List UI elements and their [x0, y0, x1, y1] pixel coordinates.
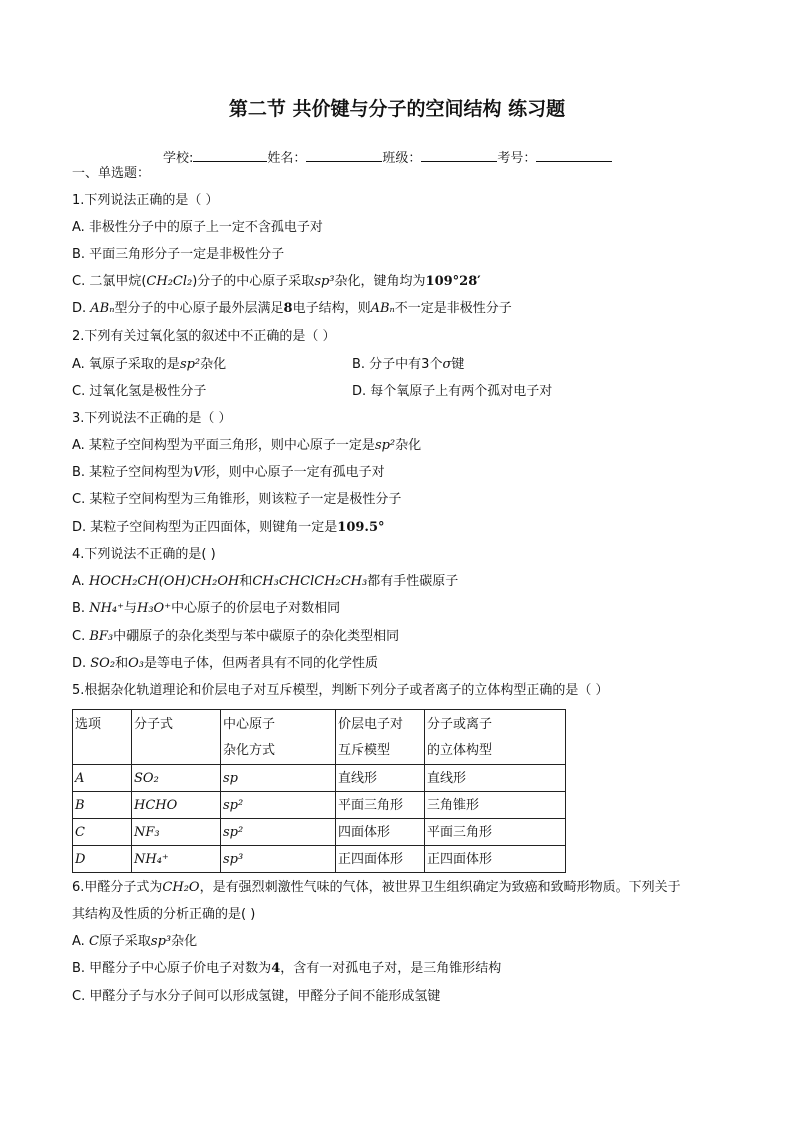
header-text: 分子式: [134, 717, 174, 732]
bond-angle: 109°28′: [425, 274, 481, 289]
q3-stem: 3.下列说法不正确的是（ ）: [72, 411, 232, 426]
header-text: 分子或离子: [427, 717, 493, 732]
formula: CH₂Cl₂: [146, 274, 193, 289]
header-shape: [425, 710, 566, 765]
text: A. 氧原子采取的是: [72, 357, 180, 372]
table-row: [73, 846, 566, 873]
cell-option: B: [73, 792, 132, 819]
name-blank[interactable]: [306, 147, 382, 162]
text: A.: [72, 934, 89, 949]
cell-formula: NF₃: [132, 819, 221, 846]
cell-vsepr: 平面三角形: [336, 792, 425, 819]
header-hybridization: [221, 710, 336, 765]
school-label: 学校:: [163, 151, 194, 166]
number: 8: [283, 301, 293, 316]
text: 杂化: [200, 357, 227, 372]
text: 不一定是非极性分子: [394, 301, 512, 316]
header-text: 的立体构型: [427, 743, 493, 758]
table-row: [73, 792, 566, 819]
q2-option-d: D. 每个氧原子上有两个孤对电子对: [352, 384, 553, 399]
cell-shape: 正四面体形: [425, 846, 566, 873]
student-info-line: [163, 147, 612, 168]
text: 中硼原子的杂化类型与苯中碳原子的杂化类型相同: [113, 629, 400, 644]
section-heading: 一、单选题：: [72, 166, 151, 181]
cell-formula: NH₄⁺: [132, 846, 221, 873]
text: D. 某粒子空间构型为正四面体，则键角一定是: [72, 520, 338, 535]
text: 与: [123, 601, 137, 616]
q4-stem: 4.下列说法不正确的是( ): [72, 547, 216, 562]
page-title: 第二节 共价键与分子的空间结构 练习题: [228, 98, 566, 120]
q1-option-d: [72, 300, 512, 318]
cell-hybridization: sp: [221, 765, 336, 792]
text: C. 二氯甲烷(: [72, 274, 147, 289]
text: B. 甲醛分子中心原子价电子对数为: [72, 961, 272, 976]
cell-shape: 直线形: [425, 765, 566, 792]
cell-option: C: [73, 819, 132, 846]
text: 是等电子体，但两者具有不同的化学性质: [143, 656, 378, 671]
formula: ABₙ: [90, 301, 115, 316]
text: A. 某粒子空间构型为平面三角形，则中心原子一定是: [72, 438, 375, 453]
sigma-symbol: σ: [442, 357, 452, 372]
q4-option-a: [72, 573, 458, 591]
text: 形，则中心原子一定有孤电子对: [202, 465, 385, 480]
text: )分子的中心原子采取: [192, 274, 315, 289]
header-text: 选项: [75, 717, 102, 732]
text: 电子结构，则: [292, 301, 371, 316]
header-text: 杂化方式: [223, 743, 276, 758]
formula: CH₃CHClCH₂CH₃: [252, 574, 368, 589]
hybridization: sp²: [179, 357, 201, 372]
q6-option-a: [72, 933, 197, 951]
q1-stem: 1.下列说法正确的是（ ）: [72, 193, 219, 208]
class-blank[interactable]: [421, 147, 497, 162]
cell-option: A: [73, 765, 132, 792]
q6-stem: [72, 879, 681, 897]
text: 和: [115, 656, 129, 671]
q2-option-b: [352, 356, 464, 374]
text: B. 某粒子空间构型为: [72, 465, 194, 480]
formula: NH₄⁺: [89, 601, 124, 616]
cell-shape: 平面三角形: [425, 819, 566, 846]
text: 杂化: [171, 934, 198, 949]
text: D.: [72, 301, 91, 316]
header-text: 价层电子对: [338, 717, 404, 732]
q6-option-c: C. 甲醛分子与水分子间可以形成氢键，甲醛分子间不能形成氢键: [72, 989, 441, 1004]
text: ，是有强烈刺激性气味的气体，被世界卫生组织确定为致癌和致畸形物质。下列关于: [199, 880, 681, 895]
q3-option-d: [72, 519, 385, 537]
header-text: 中心原子: [223, 717, 276, 732]
id-label: 考号：: [497, 151, 537, 166]
q5-stem: 5.根据杂化轨道理论和价层电子对互斥模型，判断下列分子或者离子的立体构型正确的是（ ）: [72, 683, 609, 698]
cell-formula: HCHO: [132, 792, 221, 819]
q4-option-b: [72, 600, 340, 618]
school-blank[interactable]: [193, 147, 267, 162]
cell-hybridization: sp²: [221, 819, 336, 846]
table-row: [73, 819, 566, 846]
class-label: 班级：: [382, 151, 422, 166]
table-row: [73, 765, 566, 792]
header-text: 互斥模型: [338, 743, 391, 758]
cell-vsepr: 直线形: [336, 765, 425, 792]
text: 6.甲醛分子式为: [72, 880, 163, 895]
q2-option-a: [72, 356, 226, 374]
q6-stem-line2: 其结构及性质的分析正确的是( ): [72, 907, 256, 922]
number: 4: [271, 961, 281, 976]
text: 中心原子的价层电子对数相同: [171, 601, 341, 616]
text: 都有手性碳原子: [367, 574, 459, 589]
name-label: 姓名：: [267, 151, 307, 166]
text: D.: [72, 656, 91, 671]
formula: ABₙ: [370, 301, 395, 316]
header-option: [73, 710, 132, 765]
cell-vsepr: 正四面体形: [336, 846, 425, 873]
q1-option-a: A. 非极性分子中的原子上一定不含孤电子对: [72, 220, 323, 235]
formula: CH₂O: [162, 880, 200, 895]
cell-shape: 三角锥形: [425, 792, 566, 819]
v-symbol: V: [193, 465, 203, 480]
q2-stem: 2.下列有关过氧化氢的叙述中不正确的是（ ）: [72, 329, 336, 344]
cell-option: D: [73, 846, 132, 873]
header-vsepr: [336, 710, 425, 765]
text: 杂化: [395, 438, 422, 453]
formula: BF₃: [89, 629, 114, 644]
formula: SO₂: [90, 656, 116, 671]
formula: HOCH₂CH(OH)CH₂OH: [88, 574, 240, 589]
cell-hybridization: sp²: [221, 792, 336, 819]
text: A.: [72, 574, 89, 589]
q3-option-a: [72, 437, 421, 455]
table-header-row: [73, 710, 566, 765]
formula: O₃: [128, 656, 144, 671]
text: 键: [451, 357, 465, 372]
text: 型分子的中心原子最外层满足: [114, 301, 284, 316]
q3-option-b: [72, 464, 385, 482]
q4-option-d: [72, 655, 378, 673]
q1-option-b: B. 平面三角形分子一定是非极性分子: [72, 247, 285, 262]
text: B. 分子中有3个: [352, 357, 443, 372]
element-symbol: C: [88, 934, 99, 949]
q3-option-c: C. 某粒子空间构型为三角锥形，则该粒子一定是极性分子: [72, 492, 402, 507]
q5-table: [72, 709, 566, 873]
text: C.: [72, 629, 90, 644]
hybridization: sp²: [374, 438, 396, 453]
header-formula: [132, 710, 221, 765]
text: B.: [72, 601, 90, 616]
cell-vsepr: 四面体形: [336, 819, 425, 846]
cell-formula: SO₂: [132, 765, 221, 792]
text: 杂化，键角均为: [334, 274, 426, 289]
id-blank[interactable]: [536, 147, 612, 162]
bond-angle: 109.5°: [337, 520, 385, 535]
q2-option-c: C. 过氧化氢是极性分子: [72, 384, 207, 399]
text: ，含有一对孤电子对，是三角锥形结构: [280, 961, 502, 976]
hybridization: sp³: [314, 274, 335, 289]
hybridization: sp³: [150, 934, 172, 949]
formula: H₃O⁺: [137, 601, 172, 616]
text: 和: [239, 574, 253, 589]
q1-option-c: [72, 273, 481, 291]
q6-option-b: [72, 960, 501, 978]
text: 原子采取: [98, 934, 151, 949]
cell-hybridization: sp³: [221, 846, 336, 873]
q4-option-c: [72, 628, 399, 646]
